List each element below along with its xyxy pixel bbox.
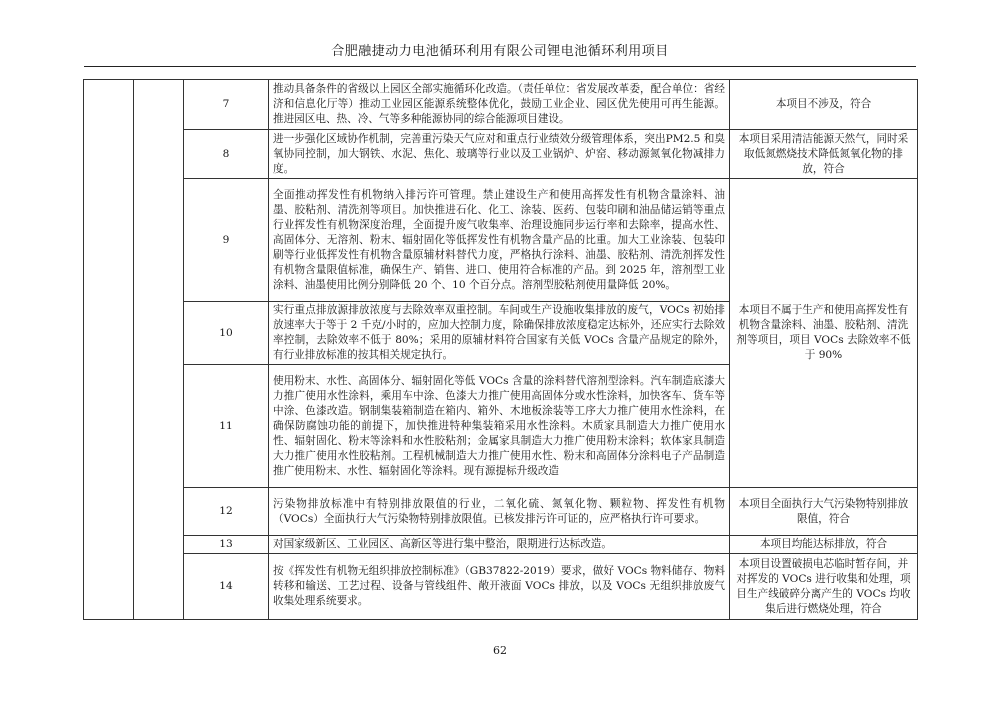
table-row [84, 554, 918, 620]
subcategory-cell [134, 80, 184, 620]
row-number: 9 [184, 179, 269, 302]
requirement-text: 对国家级新区、工业园区、高新区等进行集中整治，限期进行达标改造。 [269, 536, 730, 554]
page-header: 合肥融捷动力电池循环利用有限公司锂电池循环利用项目 [331, 44, 669, 59]
requirement-text: 污染物排放标准中有特别排放限值的行业，二氧化硫、氮氧化物、颗粒物、挥发性有机物（VOCs）全面执行大气污染物特别排放限值。已核发排污许可证的，应严格执行许可要求。 [269, 488, 730, 536]
conclusion-text: 本项目不属于生产和使用高挥发性有机物含量涂料、油墨、胶粘剂、清洗剂等项目，项目 VOCs 去除效率不低于 90% [730, 179, 918, 488]
conclusion-text: 本项目均能达标排放，符合 [730, 536, 918, 554]
row-number: 12 [184, 488, 269, 536]
row-number: 10 [184, 302, 269, 365]
requirement-text: 全面推动挥发性有机物纳入排污许可管理。禁止建设生产和使用高挥发性有机物含量涂料、油墨、胶粘剂、清洗剂等项目。加快推进石化、化工、涂装、医药、包装印刷和油品储运销等重点行业挥发性有机物深度治理，全面提升废气收集率、治理设施同步运行率和去除率，提高水性、高固体分、无溶剂、粉末、辐射固化等低挥发性有机物含量产品的比重。加大工业涂装、包装印刷等行业低挥发性有机物含量原辅材料替代力度，严格执行涂料、油墨、胶粘剂、清洗剂挥发性有机物含量限值标准，确保生产、销售、进口、使用符合标准的产品。到 2025 年，溶剂型工业涂料、油墨使用比例分别降低 20 个、10 个百分点。溶剂型胶粘剂使用量降低 20%。 [269, 179, 730, 302]
category-cell [84, 80, 134, 620]
table-row [84, 80, 918, 130]
header-divider [84, 66, 916, 67]
row-number: 11 [184, 365, 269, 488]
requirement-text: 实行重点排放源排放浓度与去除效率双重控制。车间或生产设施收集排放的废气，VOCs 初始排放速率大于等于 2 千克/小时的，应加大控制力度，除确保排放浓度稳定达标外，还应实行去除效率控制，去除效率不低于 80%；采用的原辅材料符合国家有关低 VOCs 含量产品规定的除外，有行业排放标准的按其相关规定执行。 [269, 302, 730, 365]
conclusion-text: 本项目全面执行大气污染物特别排放限值，符合 [730, 488, 918, 536]
row-number: 14 [184, 554, 269, 620]
requirement-text: 按《挥发性有机物无组织排放控制标准》（GB37822-2019）要求，做好 VOCs 物料储存、物料转移和输送、工艺过程、设备与管线组件、敞开液面 VOCs 排放，以及 VOCs 无组织排放废气收集处理系统要求。 [269, 554, 730, 620]
table-row [84, 536, 918, 554]
row-number: 13 [184, 536, 269, 554]
table-row [84, 130, 918, 179]
conclusion-text: 本项目设置破损电芯临时暂存间，并对挥发的 VOCs 进行收集和处理，项目生产线破碎分离产生的 VOCs 均收集后进行燃烧处理，符合 [730, 554, 918, 620]
conclusion-text: 本项目不涉及，符合 [730, 80, 918, 130]
requirement-text: 进一步强化区域协作机制，完善重污染天气应对和重点行业绩效分级管理体系，突出PM2.5 和臭氧协同控制，加大钢铁、水泥、焦化、玻璃等行业以及工业锅炉、炉窑、移动源氮氧化物减排力度。 [269, 130, 730, 179]
row-number: 8 [184, 130, 269, 179]
table-row [84, 179, 918, 302]
compliance-table [83, 79, 918, 620]
requirement-text: 推动具备条件的省级以上园区全部实施循环化改造。（责任单位：省发展改革委，配合单位：省经济和信息化厅等）推动工业园区能源系统整体优化，鼓励工业企业、园区优先使用可再生能源。推进园区电、热、冷、气等多种能源协同的综合能源项目建设。 [269, 80, 730, 130]
row-number: 7 [184, 80, 269, 130]
table-row [84, 488, 918, 536]
requirement-text: 使用粉末、水性、高固体分、辐射固化等低 VOCs 含量的涂料替代溶剂型涂料。汽车制造底漆大力推广使用水性涂料，乘用车中涂、色漆大力推广使用高固体分或水性涂料，加快客车、货车等中涂、色漆改造。钢制集装箱制造在箱内、箱外、木地板涂装等工序大力推广使用水性涂料，在确保防腐蚀功能的前提下，加快推进特种集装箱采用水性涂料。木质家具制造大力推广使用水性、辐射固化、粉末等涂料和水性胶粘剂；金属家具制造大力推广使用粉末涂料；软体家具制造大力推广使用水性胶粘剂。工程机械制造大力推广使用水性、粉末和高固体分涂料电子产品制造推广使用粉末、水性、辐射固化等涂料。现有源提标升级改造 [269, 365, 730, 488]
page-number: 62 [493, 644, 507, 657]
conclusion-text: 本项目采用清洁能源天然气，同时采取低氮燃烧技术降低氮氧化物的排放，符合 [730, 130, 918, 179]
